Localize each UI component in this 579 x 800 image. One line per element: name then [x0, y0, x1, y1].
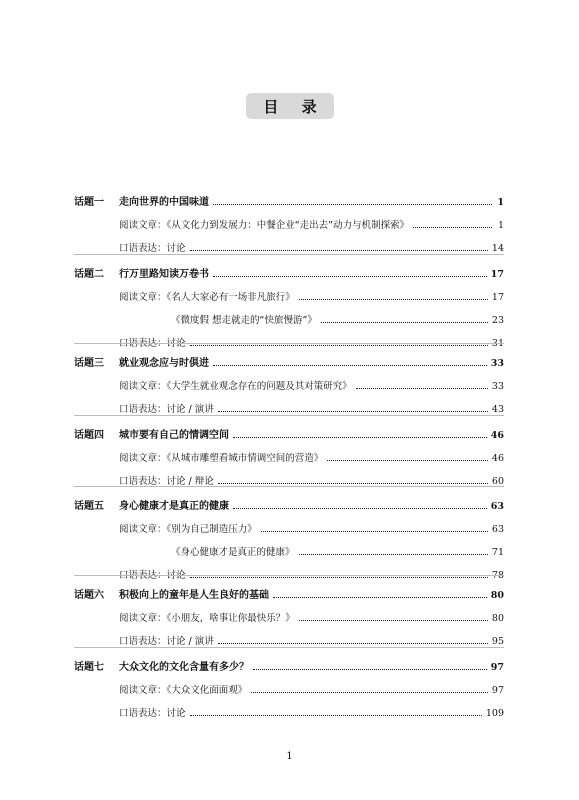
dot-leader: [213, 276, 487, 277]
entry-text: 口语表达：讨论 / 辩论: [119, 476, 214, 487]
dot-leader: [261, 531, 488, 532]
topic-header: [74, 425, 504, 441]
dot-leader: [299, 299, 488, 300]
topic-divider: [74, 486, 504, 487]
topic-page: 17: [490, 269, 504, 280]
entry-text: 口语表达：讨论: [119, 570, 186, 581]
entry-page: 46: [491, 453, 504, 464]
dot-leader: [213, 365, 487, 366]
toc-entry: [119, 703, 504, 719]
entry-page: 14: [491, 243, 504, 254]
entry-text: 口语表达：讨论: [119, 338, 186, 349]
toc-entry: [119, 376, 504, 392]
toc-entry: [119, 631, 504, 647]
entry-text: 《微度假 想走就走的“快旅慢游”》: [171, 315, 317, 326]
entry-page: 60: [491, 476, 504, 487]
entry-page: 33: [491, 381, 504, 392]
topic-divider: [74, 254, 504, 255]
toc-entry: [119, 519, 504, 535]
topic-page: 1: [497, 197, 504, 208]
topic-divider: [74, 343, 504, 344]
entry-page: 17: [491, 292, 504, 303]
toc-entry: [171, 542, 504, 558]
topic-number: 话题二: [74, 269, 104, 280]
entry-page: 95: [491, 636, 504, 647]
toc-entry: [119, 215, 504, 231]
entry-text: 阅读文章：《大众文化面面观》: [119, 685, 248, 696]
topic-page: 33: [490, 358, 504, 369]
topic-title: 大众文化的文化含量有多少？: [119, 662, 249, 673]
topic-number: 话题四: [74, 430, 104, 441]
entry-text: 阅读文章：《从文化力到发展力：中餐企业“走出去”动力与机制探索》: [119, 220, 410, 231]
entry-page: 43: [491, 404, 504, 415]
entry-text: 口语表达：讨论: [119, 708, 186, 719]
topic-divider: [74, 575, 504, 576]
dot-leader: [273, 597, 487, 598]
dot-leader: [413, 227, 492, 228]
dot-leader: [218, 483, 488, 484]
topic-header: [74, 192, 504, 208]
entry-page: 71: [491, 547, 504, 558]
entry-page: 31: [491, 338, 504, 349]
entry-page: 109: [485, 708, 504, 719]
topic-title: 就业观念应与时俱进: [119, 358, 209, 369]
page-number: 1: [286, 751, 293, 762]
toc-entry: [119, 287, 504, 303]
topic-header: [74, 657, 504, 673]
topic-title: 身心健康才是真正的健康: [119, 501, 229, 512]
dot-leader: [233, 437, 487, 438]
topic-title: 行万里路知读万卷书: [119, 269, 209, 280]
entry-text: 口语表达：讨论: [119, 243, 186, 254]
topic-number: 话题一: [74, 197, 104, 208]
dot-leader: [190, 250, 488, 251]
toc-entry: [119, 333, 504, 349]
toc-entry: [119, 565, 504, 581]
dot-leader: [299, 554, 488, 555]
topic-number: 话题七: [74, 662, 104, 673]
page-title: 目 录: [246, 93, 334, 119]
entry-page: 78: [491, 570, 504, 581]
toc-entry: [119, 680, 504, 696]
topic-header: [74, 585, 504, 601]
entry-text: 阅读文章：《名人大家必有一场非凡旅行》: [119, 292, 295, 303]
entry-text: 阅读文章：《别为自己制造压力》: [119, 524, 257, 535]
entry-page: 63: [491, 524, 504, 535]
toc-entry: [119, 471, 504, 487]
dot-leader: [327, 460, 488, 461]
topic-divider: [74, 415, 504, 416]
entry-text: 口语表达：讨论 / 演讲: [119, 404, 214, 415]
entry-page: 23: [491, 315, 504, 326]
dot-leader: [190, 345, 488, 346]
dot-leader: [253, 669, 487, 670]
topic-header: [74, 264, 504, 280]
dot-leader: [190, 715, 482, 716]
topic-number: 话题五: [74, 501, 104, 512]
entry-page: 80: [491, 613, 504, 624]
entry-page: 97: [491, 685, 504, 696]
dot-leader: [213, 204, 492, 205]
topic-page: 97: [490, 662, 504, 673]
entry-page: 1: [497, 220, 504, 231]
dot-leader: [233, 508, 487, 509]
topic-page: 63: [490, 501, 504, 512]
toc-entry: [119, 608, 504, 624]
dot-leader: [321, 322, 488, 323]
entry-text: 《身心健康才是真正的健康》: [171, 547, 295, 558]
dot-leader: [299, 620, 488, 621]
toc-entry: [119, 238, 504, 254]
dot-leader: [251, 692, 488, 693]
topic-page: 80: [490, 590, 504, 601]
entry-text: 阅读文章：《小朋友，啥事让你最快乐？》: [119, 613, 295, 624]
dot-leader: [218, 643, 488, 644]
toc-entry: [119, 448, 504, 464]
topic-number: 话题六: [74, 590, 104, 601]
topic-title: 积极向上的童年是人生良好的基础: [119, 590, 269, 601]
entry-text: 阅读文章：《从城市雕塑看城市情调空间的营造》: [119, 453, 324, 464]
topic-header: [74, 496, 504, 512]
entry-text: 口语表达：讨论 / 演讲: [119, 636, 214, 647]
topic-number: 话题三: [74, 358, 104, 369]
topic-page: 46: [490, 430, 504, 441]
toc-entry: [119, 399, 504, 415]
dot-leader: [218, 411, 488, 412]
entry-text: 阅读文章：《大学生就业观念存在的问题及其对策研究》: [119, 381, 352, 392]
dot-leader: [190, 577, 488, 578]
toc-entry: [171, 310, 504, 326]
topic-divider: [74, 647, 504, 648]
topic-title: 走向世界的中国味道: [119, 197, 209, 208]
topic-header: [74, 353, 504, 369]
dot-leader: [356, 388, 488, 389]
topic-title: 城市要有自己的情调空间: [119, 430, 229, 441]
